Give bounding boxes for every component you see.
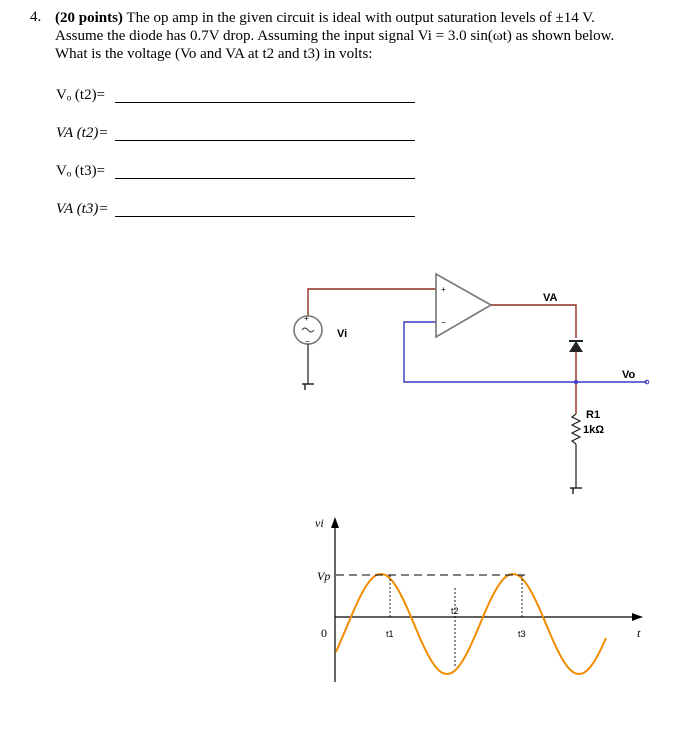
t3-label: t3	[518, 629, 526, 639]
source-wire	[308, 289, 436, 316]
origin-label: 0	[321, 626, 327, 640]
op-amp-plus: +	[441, 285, 446, 294]
op-amp	[436, 274, 491, 337]
t1-label: t1	[386, 629, 394, 639]
source-minus: −	[305, 337, 310, 346]
feedback-wire	[404, 322, 576, 382]
question-points: (20 points)	[55, 10, 123, 26]
diode	[569, 341, 583, 352]
output-wire	[491, 305, 576, 338]
source-label: Vi	[337, 328, 348, 340]
y-axis-label: vi	[315, 516, 324, 530]
answer-label: Vₒ (t3)=	[56, 163, 106, 179]
resistor	[572, 414, 580, 444]
resistor-value: 1kΩ	[583, 424, 605, 436]
resistor-name: R1	[586, 409, 601, 421]
question-number: 4.	[30, 9, 42, 25]
question-line-2: Assume the diode has 0.7V drop. Assuming the input signal Vi = 3.0 sin(ωt) as shown below.	[55, 28, 615, 44]
va-label: VA	[543, 292, 558, 304]
question-line-1: (20 points) The op amp in the given circuit is ideal with output saturation levels of ±14 V.	[55, 10, 595, 26]
vo-label: Vo	[622, 369, 636, 381]
y-axis-arrow	[331, 517, 339, 528]
input-waveform-plot	[315, 516, 643, 682]
t-axis-arrow	[632, 613, 643, 621]
op-amp-minus: −	[441, 318, 446, 327]
question-line-3: What is the voltage (Vo and VA at t2 and t3) in volts:	[55, 46, 373, 62]
sine-wave	[336, 574, 606, 674]
answer-label: VA (t3)=	[56, 201, 109, 217]
answer-label: Vₒ (t2)=	[56, 87, 106, 103]
t-axis-label: t	[637, 626, 641, 640]
t2-label: t2	[451, 606, 459, 616]
answer-label: VA (t2)=	[56, 125, 109, 141]
source-plus: +	[304, 314, 309, 323]
peak-label: Vp	[317, 569, 331, 583]
